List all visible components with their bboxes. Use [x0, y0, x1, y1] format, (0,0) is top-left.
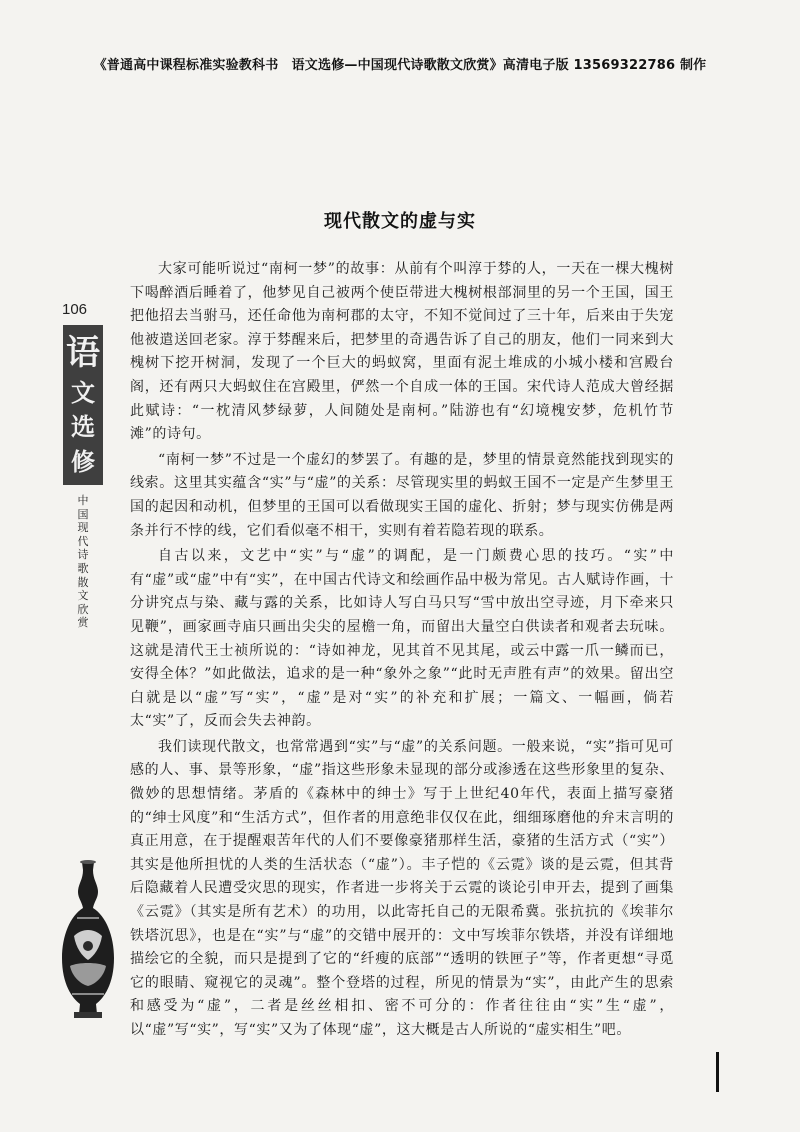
- band-char-4: 修: [71, 446, 95, 476]
- band-char-3: 选: [71, 412, 95, 442]
- band-char-2: 文: [71, 377, 95, 407]
- paragraph-3: 自古以来，文艺中“实”与“虚”的调配，是一门颇费心思的技巧。“实”中有“虚”或“虚”中有“实”，在中国古代诗文和绘画作品中极为常见。古人赋诗作画，十分讲究点与染、藏与露的关系，比如诗人写白马只写“雪中放出空寻迹，月下牵来只见鞭”，画家画寺庙只画出尖尖的屋檐一角，而留出大量空白供读者和观者去玩味。这就是清代王士祯所说的：“诗如神龙，见其首不见其尾，或云中露一爪一鳞而已，安得全体？”如此做法，追求的是一种“象外之象”“此时无声胜有声”的效果。留出空白就是以“虚”写“实”，“虚”是对“实”的补充和扩展；一篇文、一幅画，倘若太“实”了，反而会失去神韵。: [130, 548, 674, 730]
- paragraph-2: “南柯一梦”不过是一个虚幻的梦罢了。有趣的是，梦里的情景竟然能找到现实的线索。这里其实蕴含“实”与“虚”的关系：尽管现实里的蚂蚁王国不一定是产生梦里王国的起因和动机，但梦里的王国可以看做现实王国的虚化、折射；梦与现实仿佛是两条并行不悖的线，它们看似毫不相干，实则有着若隐若现的联系。: [130, 451, 674, 539]
- paragraph-4: 我们读现代散文，也常常遇到“实”与“虚”的关系问题。一般来说，“实”指可见可感的人、事、景等形象，“虚”指这些形象未显现的部分或渗透在这些形象里的复杂、微妙的思想情绪。茅盾的《森林中的绅士》写于上世纪40年代，表面上描写豪猪的“绅士风度”和“生活方式”，但作者的用意绝非仅仅在此，细细琢磨他的弁末言明的真正用意，在于提醒艰苦年代的人们不要像豪猪那样生活，豪猪的生活方式（“实”）其实是他所担忧的人类的生活状态（“虚”）。丰子恺的《云霓》谈的是云霓，但其背后隐藏着人民遭受灾思的现实，作者进一步将关于云霓的谈论引申开去，提到了画集《云霓》（其实是所有艺术）的功用，以此寄托自己的无限希冀。张抗抗的《埃菲尔铁塔沉思》，也是在“实”与“虚”的交错中展开的：文中写埃菲尔铁塔，并没有详细地描绘它的全貌，而只是提到了它的“纤瘦的底部”“透明的铁匣子”等，作者更想“寻觅它的眼睛、窥视它的灵魂”。整个登塔的过程，所见的情景为“实”，由此产生的思索和感受为“虚”，二者是丝丝相扣、密不可分的：作者往往由“实”生“虚”，以“虚”写“实”，写“实”又为了体现“虚”，这大概是古人所说的“虚实相生”吧。: [130, 738, 674, 1038]
- scan-edge-mark: [716, 1052, 719, 1092]
- series-label-band: [63, 325, 103, 485]
- vase-illustration: [60, 858, 116, 1020]
- running-header: 《普通高中课程标准实验教科书 语文选修—中国现代诗歌散文欣赏》高清电子版 13569322786 制作: [93, 58, 707, 73]
- article-title: 现代散文的虚与实: [324, 211, 476, 232]
- article-body: [130, 258, 674, 1045]
- band-char-1: 语: [66, 333, 100, 374]
- page-number: 106: [62, 301, 88, 318]
- book-title-vertical: 中国现代诗歌散文欣赏: [77, 494, 89, 630]
- paragraph-1: 大家可能听说过“南柯一梦”的故事：从前有个叫淳于棼的人，一天在一棵大槐树下喝醉酒后睡着了，他梦见自己被两个使臣带进大槐树根部洞里的另一个王国，国王把他招去当驸马，还任命他为南柯郡的太守，不知不觉间过了三十年，后来由于失宠他被遣送回老家。淳于棼醒来后，把梦里的奇遇告诉了自己的朋友，他们一同来到大槐树下挖开树洞，发现了一个巨大的蚂蚁窝，里面有泥土堆成的小城小楼和宫殿台阁，还有两只大蚂蚁住在宫殿里，俨然一个自成一体的王国。宋代诗人范成大曾经据此赋诗：“一枕清风梦绿萝，人间随处是南柯。”陆游也有“幻境槐安梦，危机竹节滩”的诗句。: [130, 261, 674, 443]
